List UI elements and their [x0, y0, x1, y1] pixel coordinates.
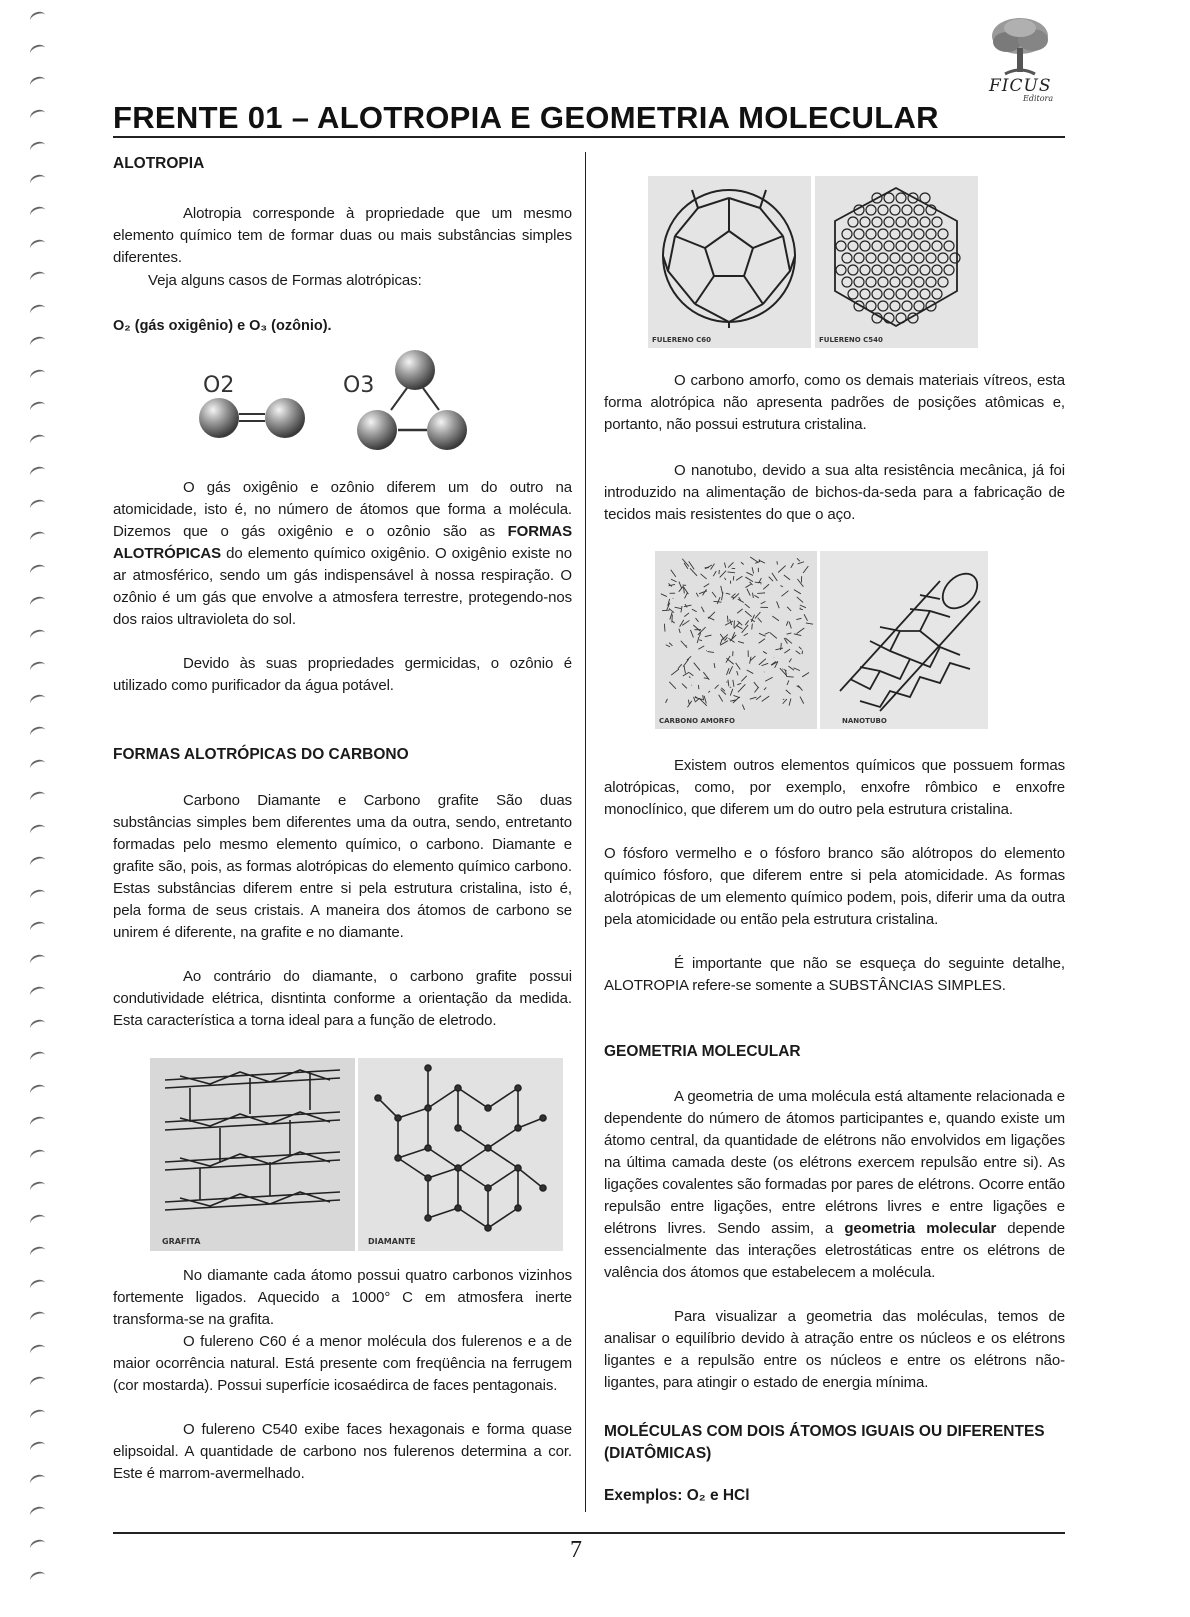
paragraph-condutividade: Ao contrário do diamante, o carbono grafite possui condutividade elétrica, disntinta conforme a orientação da medida. Esta característica a torna ideal para a função de eletrodo. [113, 968, 572, 1029]
paragraph-diamante-atomos: No diamante cada átomo possui quatro carbonos vizinhos fortemente ligados. Aquecido a 1000° C em atmosfera inerte transforma-se na grafita. [113, 1267, 572, 1328]
paragraph-fulereno-c60: O fulereno C60 é a menor molécula dos fulerenos e a de maior ocorrência natural. Está presente com freqüência na ferrugem (cor mostarda). Possui superfície icosaédirca de faces pentagonais. [113, 1333, 572, 1394]
binding-ring [28, 1212, 47, 1229]
paragraph-germicidas: Devido às suas propriedades germicidas, o ozônio é utilizado como purificador da água potável. [113, 655, 572, 694]
paragraph-fulereno-c540: O fulereno C540 exibe faces hexagonais e forma quase elipsoidal. A quantidade de carbono nos fulerenos determina a cor. Este é marrom-avermelhado. [113, 1421, 572, 1482]
binding-ring [28, 1277, 47, 1294]
o2-o3-molecule-figure [195, 348, 475, 458]
binding-ring [28, 205, 47, 222]
paragraph-geometria: A geometria de uma molécula está altamente relacionada e dependente do número de átomos participantes e, quando existe um átomo central, da quantidade de elétrons não envolvidos em ligações na última camada deste (os elétrons exercem repulsão entre si). As ligações covalentes são formadas por pares de elétrons. Ocorre então repulsão entre ligações, entre elétrons livres e entre ligações e elétrons livres. Sendo assim, a geometria molecular depende essencialmente das interações eletrostáticas entre os elétrons de valência dos átomos que estabelecem a molécula. [604, 1088, 1065, 1281]
paragraph-importante: É importante que não se esqueça do seguinte detalhe, ALOTROPIA refere-se somente a SUBSTÂNCIAS SIMPLES. [604, 955, 1065, 994]
binding-ring [28, 1147, 47, 1164]
caption-diamante: DIAMANTE [368, 1237, 416, 1246]
binding-ring [28, 497, 47, 514]
binding-ring [28, 1245, 47, 1262]
binding-ring [28, 107, 47, 124]
caption-grafita: GRAFITA [162, 1237, 201, 1246]
binding-ring [28, 270, 47, 287]
fulereno-c60-figure [648, 176, 811, 348]
binding-ring [28, 887, 47, 904]
caption-fulereno-c540: FULERENO C540 [819, 336, 883, 344]
binding-ring [28, 400, 47, 417]
binding-ring [28, 42, 47, 59]
page-title: FRENTE 01 – ALOTROPIA E GEOMETRIA MOLECULAR [113, 100, 939, 135]
paragraph-alotropia-def: Alotropia corresponde à propriedade que um mesmo elemento químico tem de formar duas ou mais substâncias simples diferentes. [113, 205, 572, 266]
binding-ring [28, 140, 47, 157]
binding-ring [28, 1050, 47, 1067]
binding-ring [28, 985, 47, 1002]
binding-ring [28, 1310, 47, 1327]
binding-ring [28, 530, 47, 547]
logo-text: FICUS [989, 76, 1052, 96]
binding-ring [28, 692, 47, 709]
binding-ring [28, 627, 47, 644]
o3-label: O3 [343, 373, 375, 398]
binding-ring [28, 432, 47, 449]
binding-ring [28, 335, 47, 352]
binding-ring [28, 1180, 47, 1197]
binding-ring [28, 920, 47, 937]
binding-ring [28, 1342, 47, 1359]
binding-ring [28, 1082, 47, 1099]
binding-ring [28, 595, 47, 612]
tree-icon [975, 14, 1065, 80]
binding-ring [28, 1505, 47, 1522]
binding-ring [28, 1570, 47, 1587]
paragraph-outros-elementos: Existem outros elementos químicos que possuem formas alotrópicas, como, por exemplo, enxofre rômbico e enxofre monoclínico, que diferem um do outro pela estrutura cristalina. [604, 757, 1065, 818]
paragraph-fosforo: O fósforo vermelho e o fósforo branco são alótropos do elemento químico fósforo, que diferem entre si pela atomicidade. As formas alotrópicas de um elemento químico podem, pois, diferir uma da outra pela atomicidade ou então pela estrutura cristalina. [604, 845, 1065, 928]
paragraph-visualizar: Para visualizar a geometria das moléculas, temos de analisar o equilíbrio devido à atração entre os núcleos e os elétrons ligantes e a repulsão entre os núcleos e entre os elétrons não-ligantes, para atingir o estado de energia mínima. [604, 1308, 1065, 1391]
nanotubo-figure [820, 551, 988, 729]
spiral-binding [22, 0, 52, 1617]
paragraph-formas-intro: Veja alguns casos de Formas alotrópicas: [148, 272, 422, 289]
paragraph-atomicidade: O gás oxigênio e ozônio diferem um do outro na atomicidade, isto é, no número de átomos que forma a molécula. Dizemos que o gás oxigênio e o ozônio são as FORMAS ALOTRÓPICAS do elemento químico oxigênio. O oxigênio existe no ar atmosférico, sendo um gás indispensável à nossa respiração. O ozônio é um gás que envolve a atmosfera terrestre, protegendo-nos dos raios ultravioleta do sol. [113, 479, 572, 628]
binding-ring [28, 562, 47, 579]
paragraph-carbono-amorfo: O carbono amorfo, como os demais materiais vítreos, esta forma alotrópica não apresenta padrões de posições atômicas e, portanto, não possui estrutura cristalina. [604, 372, 1065, 433]
binding-ring [28, 822, 47, 839]
binding-ring [28, 952, 47, 969]
binding-ring [28, 790, 47, 807]
logo-subtext: Editora [1023, 94, 1054, 103]
binding-ring [28, 465, 47, 482]
binding-ring [28, 10, 47, 27]
binding-ring [28, 237, 47, 254]
exemplos-label: Exemplos: O₂ e HCl [604, 1487, 750, 1504]
binding-ring [28, 1407, 47, 1424]
ficus-logo [975, 14, 1065, 106]
binding-ring [28, 1375, 47, 1392]
page-number: 7 [570, 1537, 582, 1563]
binding-ring [28, 75, 47, 92]
footer-rule [113, 1532, 1065, 1534]
caption-fulereno-c60: FULERENO C60 [652, 336, 712, 344]
binding-ring [28, 1440, 47, 1457]
caption-carbono-amorfo: CARBONO AMORFO [659, 717, 735, 725]
binding-ring [28, 855, 47, 872]
carbono-amorfo-figure [655, 551, 817, 729]
binding-ring [28, 757, 47, 774]
heading-geometria-molecular: GEOMETRIA MOLECULAR [604, 1043, 801, 1060]
caption-nanotubo: NANOTUBO [842, 717, 887, 725]
binding-ring [28, 660, 47, 677]
heading-formas-carbono: FORMAS ALOTRÓPICAS DO CARBONO [113, 746, 409, 763]
binding-ring [28, 172, 47, 189]
binding-ring [28, 725, 47, 742]
binding-ring [28, 1472, 47, 1489]
header-rule [113, 136, 1065, 138]
paragraph-nanotubo: O nanotubo, devido a sua alta resistência mecânica, já foi introduzido na alimentação de bichos-da-seda para a fabricação de tecidos mais resistentes do que o aço. [604, 462, 1065, 523]
o2-o3-label: O₂ (gás oxigênio) e O₃ (ozônio). [113, 318, 332, 334]
binding-ring [28, 367, 47, 384]
fulereno-c540-figure [815, 176, 978, 348]
column-divider [585, 152, 586, 1512]
binding-ring [28, 302, 47, 319]
heading-alotropia: ALOTROPIA [113, 155, 205, 172]
heading-diatomicas: MOLÉCULAS COM DOIS ÁTOMOS IGUAIS OU DIFERENTES (DIATÔMICAS) [604, 1423, 1045, 1462]
o2-label: O2 [203, 373, 235, 398]
binding-ring [28, 1537, 47, 1554]
paragraph-diamante-grafite: Carbono Diamante e Carbono grafite São duas substâncias simples bem diferentes uma da outra, sendo, entretanto formadas pelo mesmo elemento químico, o carbono. Diamante e grafite são, pois, as formas alotrópicas do elemento químico carbono. Estas substâncias diferem entre si pela estrutura cristalina, isto é, pela forma de seus cristais. A maneira dos átomos de carbono se unirem é diferente, na grafite e no diamante. [113, 792, 572, 941]
grafita-figure [150, 1058, 355, 1251]
diamante-figure [358, 1058, 563, 1251]
binding-ring [28, 1017, 47, 1034]
binding-ring [28, 1115, 47, 1132]
